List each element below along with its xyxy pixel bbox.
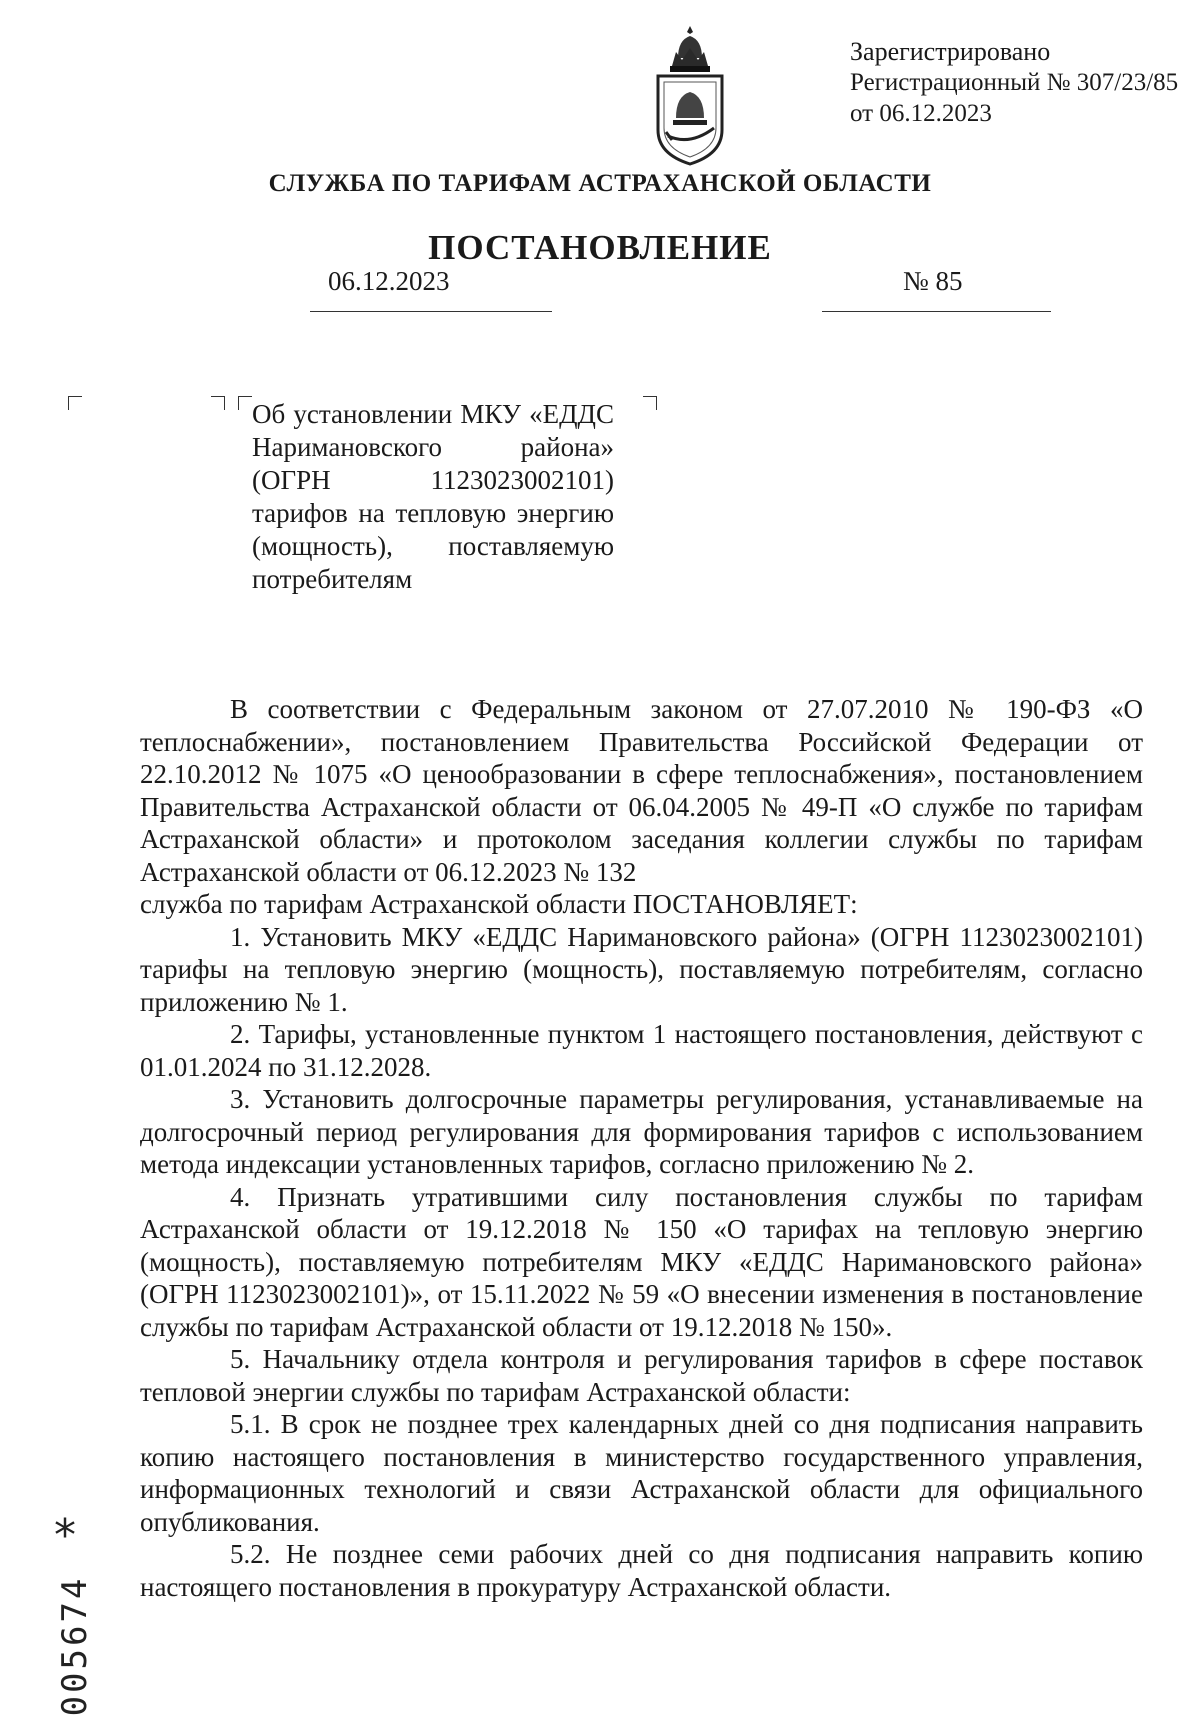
side-serial-stamp — [40, 1510, 110, 1736]
item-paragraph: 5.2. Не позднее семи рабочих дней со дня подписания направить копию настоящего постановления в прокуратуру Астраханской области. — [140, 1539, 1143, 1602]
preamble-paragraph: В соответствии с Федеральным законом от 27.07.2010 № 190-ФЗ «О теплоснабжении», постановлением Правительства Российской Федерации от 22.10.2012 № 1075 «О ценообразовании в сфере теплоснабжения», постановлением Правительства Астраханской области от 06.04.2005 № 49-П «О службе по тарифам Астраханской области» и протоколом заседания коллегии службы по тарифам Астраханской области от 06.12.2023 № 132 — [140, 694, 1143, 887]
document-subject: Об установлении МКУ «ЕДДС Наримановского района» (ОГРН 1123023002101) тарифов на тепловую энергию (мощность), поставляемую потребителям — [252, 399, 614, 594]
registration-number: Регистрационный № 307/23/85 — [850, 69, 1179, 96]
serial-number: 005674 — [55, 1575, 95, 1717]
document-type-title: ПОСТАНОВЛЕНИЕ — [428, 228, 772, 267]
corner-mark-subject-left — [238, 396, 252, 410]
item-paragraph: 5.1. В срок не позднее трех календарных дней со дня подписания направить копию настоящего постановления в министерство государственного управления, информационных технологий и связи Астраханской области для официального опубликования. — [140, 1409, 1143, 1537]
item-paragraph: 5. Начальнику отдела контроля и регулирования тарифов в сфере поставок тепловой энергии службы по тарифам Астраханской области: — [140, 1344, 1143, 1407]
registration-date: от 06.12.2023 — [850, 100, 992, 127]
document-number: № 85 — [903, 266, 963, 296]
document-body — [140, 693, 1143, 1603]
document-date: 06.12.2023 — [328, 266, 450, 296]
item-paragraph: 1. Установить МКУ «ЕДДС Наримановского района» (ОГРН 1123023002101) тарифы на тепловую энергию (мощность), поставляемую потребителям, согласно приложению № 1. — [140, 921, 1143, 1017]
corner-mark-left — [68, 396, 82, 410]
agency-title: СЛУЖБА ПО ТАРИФАМ АСТРАХАНСКОЙ ОБЛАСТИ — [268, 170, 932, 197]
date-underline — [310, 311, 552, 312]
decree-line: служба по тарифам Астраханской области ПОСТАНОВЛЯЕТ: — [140, 889, 858, 919]
registration-stamp — [850, 36, 1178, 129]
item-paragraph: 3. Установить долгосрочные параметры регулирования, устанавливаемые на долгосрочный период регулирования для формирования тарифов с использованием метода индексации установленных тарифов, согласно приложению № 2. — [140, 1084, 1143, 1179]
corner-mark-mid-right — [211, 396, 225, 410]
asterisk-mark: * — [54, 1510, 76, 1561]
corner-mark-subject-right — [643, 396, 657, 410]
item-paragraph: 2. Тарифы, установленные пунктом 1 настоящего постановления, действуют с 01.01.2024 по 31.12.2028. — [140, 1019, 1143, 1082]
item-paragraph: 4. Признать утратившими силу постановления службы по тарифам Астраханской области от 19.12.2018 № 150 «О тарифах на тепловую энергию (мощность), поставляемую потребителям МКУ «ЕДДС Наримановского района» (ОГРН 1123023002101)», от 15.11.2022 № 59 «О внесении изменения в постановление службы по тарифам Астраханской области от 19.12.2018 № 150». — [140, 1181, 1143, 1342]
number-underline — [822, 311, 1051, 312]
coat-of-arms-emblem — [648, 22, 732, 168]
registration-title: Зарегистрировано — [850, 37, 1051, 66]
